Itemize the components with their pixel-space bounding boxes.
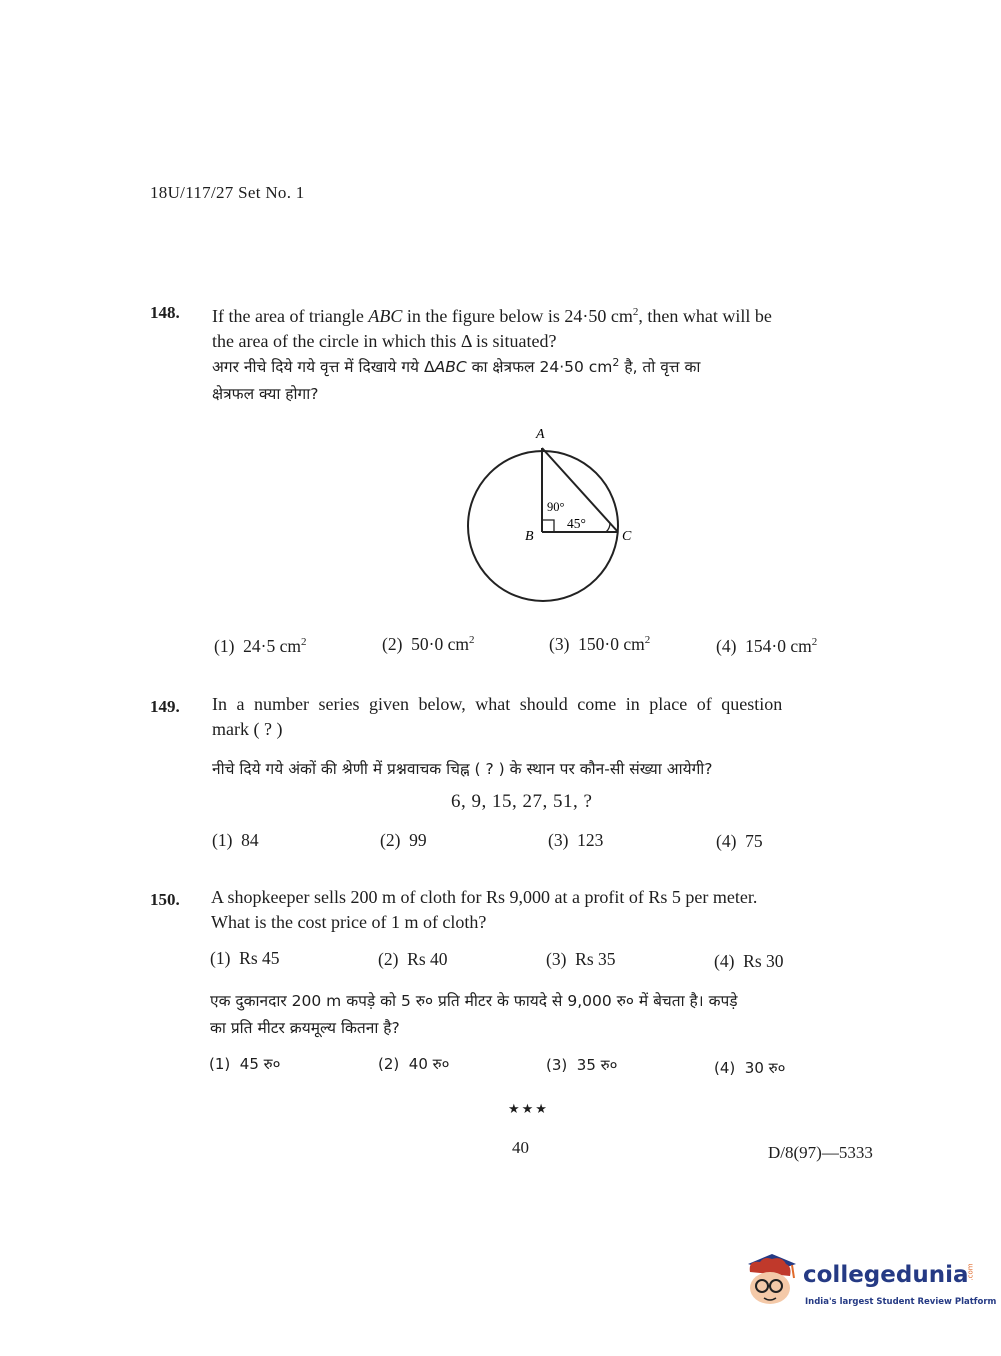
- label-c: C: [622, 529, 632, 544]
- q150-option-4-en[interactable]: (4) Rs 30: [714, 951, 784, 971]
- q149-option-1[interactable]: (1) 84: [212, 830, 259, 850]
- q150-option-4-hi[interactable]: (4) 30 रु०: [714, 1059, 786, 1077]
- angle-b-label: 90°: [547, 500, 565, 514]
- q148-option-2[interactable]: (2) 50·0 $cm^2$: [382, 634, 475, 654]
- question-150-text-en: A shopkeeper sells 200 m of cloth for Rs 9,000 at a profit of Rs 5 per meter. What is the cost price of 1 m of cloth?: [211, 887, 758, 932]
- q149-option-3[interactable]: (3) 123: [548, 830, 604, 850]
- q149-option-2[interactable]: (2) 99: [380, 830, 427, 850]
- q148-option-4[interactable]: (4) 154·0 $cm^2$: [716, 636, 818, 656]
- triangle-in-circle-figure: [450, 420, 650, 615]
- question-148-number: 148.: [150, 303, 180, 322]
- q150-option-1-en[interactable]: (1) Rs 45: [210, 948, 280, 968]
- q150-option-2-hi[interactable]: (2) 40 रु०: [378, 1055, 450, 1073]
- q150-option-3-en[interactable]: (3) Rs 35: [546, 949, 616, 969]
- q148-option-3[interactable]: (3) 150·0 $cm^2$: [549, 634, 651, 654]
- question-149-text-en: In a number series given below, what should come in place of question mark ( ? ): [212, 694, 783, 739]
- angle-c-arc: [606, 523, 610, 532]
- q149-option-4[interactable]: (4) 75: [716, 831, 763, 851]
- question-150-number: 150.: [150, 890, 180, 909]
- q148-option-1[interactable]: (1) 24·5 $cm^2$: [214, 636, 307, 656]
- paper-code: D/8(97)—5333: [768, 1143, 873, 1162]
- collegedunia-com: .com: [966, 1263, 975, 1281]
- label-a: A: [536, 427, 545, 442]
- q150-option-1-hi[interactable]: (1) 45 रु०: [209, 1055, 281, 1073]
- collegedunia-brand: collegedunia: [803, 1262, 969, 1288]
- angle-c-label: 45°: [567, 516, 586, 531]
- question-150-text-hi: एक दुकानदार 200 m कपड़े को 5 रु० प्रति मीटर के फायदे से 9,000 रु० में बेचता है। कपड़े का प्रति मीटर क्रयमूल्य कितना है?: [210, 992, 738, 1037]
- label-b: B: [525, 529, 534, 544]
- page-number: 40: [512, 1138, 529, 1157]
- set-header: 18U/117/27 Set No. 1: [150, 183, 305, 202]
- right-angle-marker: [542, 520, 554, 532]
- collegedunia-mascot-icon: [742, 1250, 802, 1308]
- question-149-number: 149.: [150, 697, 180, 716]
- collegedunia-tagline: India's largest Student Review Platform: [805, 1297, 997, 1307]
- q150-option-3-hi[interactable]: (3) 35 रु०: [546, 1056, 618, 1074]
- question-148-text-en: If the area of triangle ABC in the figure below is 24·50 $cm^2$, then what will be the area of the circle in which this Δ is situated?: [212, 306, 772, 351]
- end-stars: ★★★: [508, 1101, 549, 1116]
- question-149-text-hi: नीचे दिये गये अंकों की श्रेणी में प्रश्नवाचक चिह्न ( ? ) के स्थान पर कौन-सी संख्या आयेगी?: [212, 760, 713, 778]
- question-148-text-hi: अगर नीचे दिये गये वृत्त में दिखाये गये ΔABC का क्षेत्रफल 24·50 $cm^2$ है, तो वृत्त का क्षेत्रफल क्या होगा?: [212, 356, 701, 404]
- number-series: 6, 9, 15, 27, 51, ?: [451, 791, 593, 812]
- q150-option-2-en[interactable]: (2) Rs 40: [378, 949, 448, 969]
